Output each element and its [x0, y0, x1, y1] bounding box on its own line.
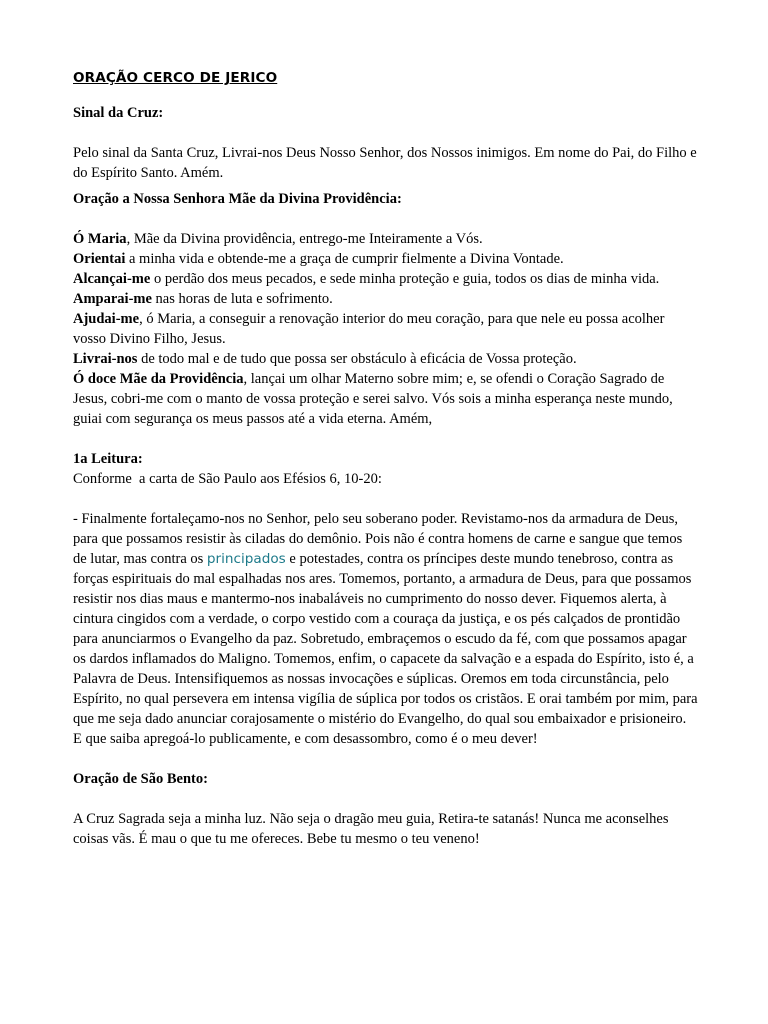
prayer-line-text: , Mãe da Divina providência, entrego-me Inteiramente a Vós. [126, 231, 483, 247]
prayer-line [73, 369, 698, 429]
prayer-line-bold: Amparai-me [73, 291, 152, 307]
sinal-text: Pelo sinal da Santa Cruz, Livrai-nos Deus Nosso Senhor, dos Nossos inimigos. Em nome do Pai, do Filho e do Espírito Santo. Amém. [73, 145, 697, 181]
sinal-heading: Sinal da Cruz: [73, 105, 164, 121]
prayer-line-text: , lançai um olhar Materno sobre mim; e, se ofendi o Coração Sagrado de Jesus, cobri-me com o manto de vossa proteção e serei salvo. Vós sois a minha esperança neste mundo, guiai com segurança os meus passos até a vida eterna. Amém, [73, 371, 673, 427]
document-body [73, 68, 698, 849]
leitura-text-after: e potestades, contra os príncipes deste mundo tenebroso, contra as forças espirituais do mal espalhadas nos ares. Tomemos, portanto, a armadura de Deus, para que possamos resistir nos dias maus e mantermo-nos inabaláveis no cumprimento do nosso dever. Fiquemos alerta, à cintura cingidos com a verdade, o corpo vestido com a couraça da justiça, e os pés calçados de prontidão para anunciarmos o Evangelho da paz. Sobretudo, embraçemos o escudo da fé, com que possamos apagar os dardos inflamados do Maligno. Tomemos, enfim, o capacete da salvação e a espada do Espírito, isto é, a Palavra de Deus. Intensifiquemos as nossas invocações e súplicas. Oremos em toda circunstância, pelo Espírito, no qual persevera em intensa vigília de súplica por todos os cristãos. E orai também por mim, para que me seja dado anunciar corajosamente o mistério do Evangelho, do qual sou embaixador e prisioneiro. E que saiba apregoá-lo publicamente, e com desassombro, como é o meu dever! [73, 551, 698, 747]
prayer-line-bold: Ó Maria [73, 231, 127, 247]
prayer-line-text: nas horas de luta e sofrimento. [151, 291, 333, 307]
prayer-line [73, 249, 698, 269]
prayer-line-bold: Ajudai-me [73, 311, 140, 327]
prayer-line [73, 309, 698, 349]
sao-bento-text: A Cruz Sagrada seja a minha luz. Não seja o dragão meu guia, Retira-te satanás! Nunca me aconselhes coisas vãs. É mau o que tu me ofereces. Bebe tu mesmo o teu veneno! [73, 811, 669, 847]
prayer-line [73, 229, 698, 249]
prayer-line-text: o perdão dos meus pecados, e sede minha proteção e guia, todos os dias de minha vida. [150, 271, 660, 287]
prayer-line-text: a minha vida e obtende-me a graça de cumprir fielmente a Divina Vontade. [125, 251, 564, 267]
sao-bento-heading: Oração de São Bento: [73, 771, 208, 787]
oracao-senhora-heading: Oração a Nossa Senhora Mãe da Divina Providência: [73, 191, 402, 207]
prayer-line-bold: Ó doce Mãe da Providência [73, 371, 244, 387]
principados-link[interactable]: principados [206, 551, 286, 567]
leitura-text [73, 509, 698, 749]
prayer-line [73, 349, 698, 369]
prayer-line-text: de todo mal e de tudo que possa ser obstáculo à eficácia de Vossa proteção. [137, 351, 577, 367]
leitura-heading: 1a Leitura: [73, 451, 143, 467]
prayer-line [73, 289, 698, 309]
prayer-line-text: , ó Maria, a conseguir a renovação interior do meu coração, para que nele eu possa acolher vosso Divino Filho, Jesus. [73, 311, 665, 347]
leitura-text-before: - Finalmente fortaleçamo-nos no Senhor, pelo seu soberano poder. Revistamo-nos da armadura de Deus, para que possamos resistir às ciladas do demônio. Pois não é contra homens de carne e sangue que temos de lutar, mas contra os [73, 511, 683, 567]
prayer-line-bold: Orientai [73, 251, 126, 267]
prayer-line [73, 269, 698, 289]
prayer-line-bold: Alcançai-me [73, 271, 151, 287]
document-title: ORAÇÃO CERCO DE JERICO [73, 70, 278, 86]
prayer-line-bold: Livrai-nos [73, 351, 138, 367]
leitura-reference: Conforme a carta de São Paulo aos Efésios 6, 10-20: [73, 471, 382, 487]
